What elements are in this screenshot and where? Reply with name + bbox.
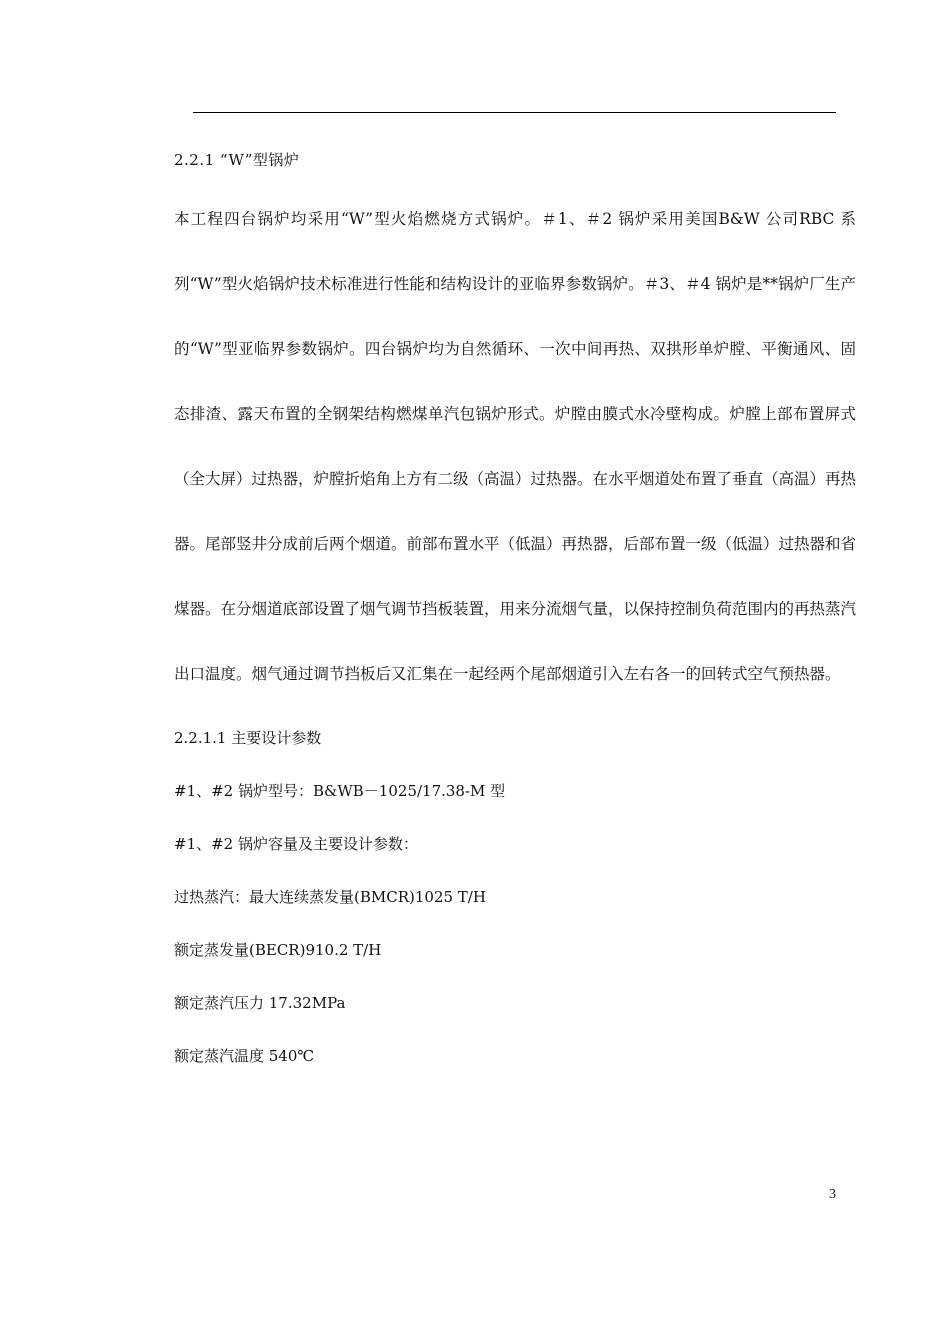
document-body (174, 146, 856, 1070)
param-line: 额定蒸汽压力 17.32MPa (174, 994, 346, 1012)
param-line: 过热蒸汽：最大连续蒸发量(BMCR)1025 T/H (174, 888, 486, 906)
param-line: 额定蒸发量(BECR)910.2 T/H (174, 941, 382, 959)
param-line: 额定蒸汽温度 540℃ (174, 1047, 315, 1065)
boiler-capacity-line: #1、#2 锅炉容量及主要设计参数： (174, 835, 418, 853)
section-heading: 2.2.1 “W”型锅炉 (174, 151, 300, 169)
boiler-model-line: #1、#2 锅炉型号：B&WB－1025/17.38-M 型 (174, 782, 506, 800)
subsection-heading: 2.2.1.1 主要设计参数 (174, 729, 322, 747)
section-paragraph: 本工程四台锅炉均采用“W”型火焰燃烧方式锅炉。＃1、＃2 锅炉采用美国B&W 公司RBC 系列“W”型火焰锅炉技术标准进行性能和结构设计的亚临界参数锅炉。＃3、＃4 锅炉是**锅炉厂生产的“W”型亚临界参数锅炉。四台锅炉均为自然循环、一次中间再热、双拱形单炉膛、平衡通风、固态排渣、露天布置的全钢架结构燃煤单汽包锅炉形式。炉膛由膜式水冷壁构成。炉膛上部布置屏式（全大屏）过热器，炉膛折焰角上方有二级（高温）过热器。在水平烟道处布置了垂直（高温）再热器。尾部竖井分成前后两个烟道。前部布置水平（低温）再热器，后部布置一级（低温）过热器和省煤器。在分烟道底部设置了烟气调节挡板装置，用来分流烟气量，以保持控制负荷范围内的再热蒸汽出口温度。烟气通过调节挡板后又汇集在一起经两个尾部烟道引入左右各一的回转式空气预热器。 (174, 210, 857, 683)
header-rule (193, 112, 836, 113)
page-number: 3 (829, 1187, 836, 1202)
